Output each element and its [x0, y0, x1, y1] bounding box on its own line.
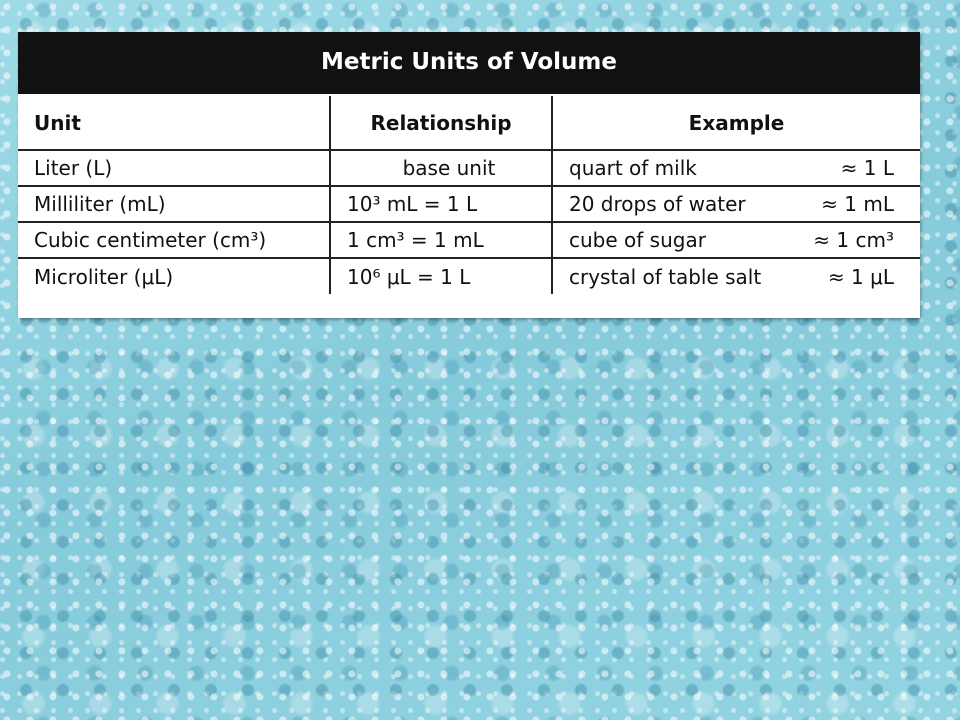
relationship-cell: base unit: [330, 150, 552, 186]
table-row: [18, 150, 920, 186]
unit-cell: Liter (L): [18, 150, 330, 186]
table-row: [18, 258, 920, 294]
table-title: Metric Units of Volume: [18, 32, 920, 94]
example-text: crystal of table salt: [569, 264, 762, 289]
header-example: Example: [552, 96, 920, 150]
header-unit: Unit: [18, 96, 330, 150]
approx-value: ≈ 1 μL: [827, 264, 894, 289]
approx-value: ≈ 1 mL: [821, 192, 894, 216]
relationship-cell: 1 cm³ = 1 mL: [330, 222, 552, 258]
table-row: [18, 186, 920, 222]
approx-value: ≈ 1 L: [840, 156, 894, 180]
approx-value: ≈ 1 cm³: [813, 228, 894, 252]
unit-cell: Milliliter (mL): [18, 186, 330, 222]
table-row: [18, 222, 920, 258]
example-cell: [552, 186, 920, 222]
relationship-cell: 10⁶ μL = 1 L: [330, 258, 552, 294]
example-cell: [552, 258, 920, 294]
example-cell: [552, 150, 920, 186]
example-text: 20 drops of water: [569, 192, 746, 216]
example-cell: [552, 222, 920, 258]
example-text: cube of sugar: [569, 228, 706, 252]
example-text: quart of milk: [569, 156, 697, 180]
volume-units-table-panel: [18, 32, 920, 318]
header-row: [18, 96, 920, 150]
relationship-cell: 10³ mL = 1 L: [330, 186, 552, 222]
header-relationship: Relationship: [330, 96, 552, 150]
unit-cell: Cubic centimeter (cm³): [18, 222, 330, 258]
unit-cell: Microliter (μL): [18, 258, 330, 294]
volume-units-table: [18, 96, 920, 294]
